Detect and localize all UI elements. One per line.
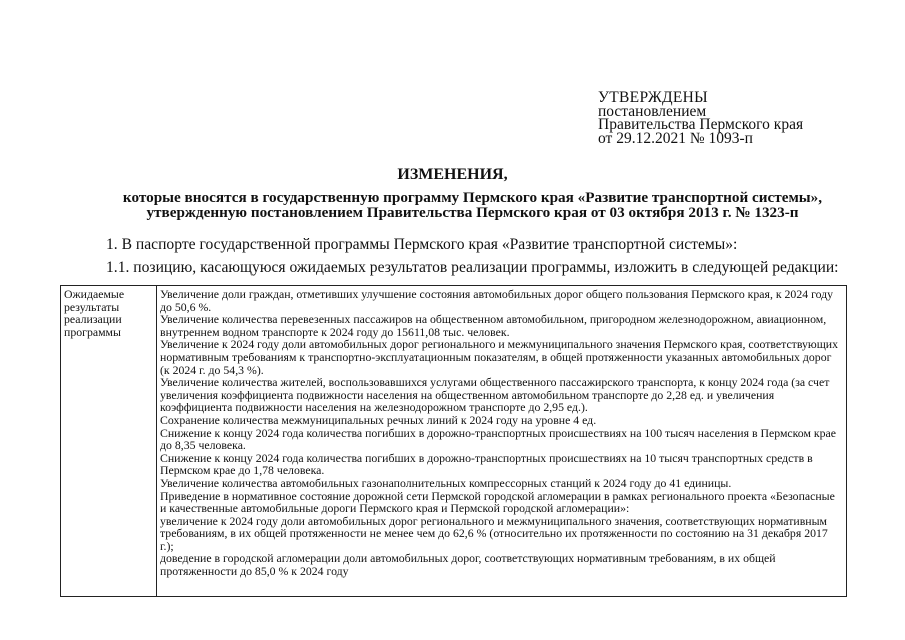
list-item: Увеличение доли граждан, отметивших улучшение состояния автомобильных дорог общего пользования Пермского края, к 2024 году до 50,6 %. [160,287,834,314]
paragraph-1-1: 1.1. позицию, касающуюся ожидаемых результатов реализации программы, изложить в следующей редакции: [106,259,839,276]
list-item: Увеличение количества перевезенных пассажиров на общественном автомобильном, пригородном железнодорожном, авиационном, внутреннем водном транспорте к 2024 году до 15611,08 тыс. человек. [160,312,827,339]
list-item: Приведение в нормативное состояние дорожной сети Пермской городской агломерации в рамках регионального проекта «Безопасные и качественные автомобильные дороги Пермского края и Пермской городской агломерации»: [160,488,835,516]
approval-line-1: постановлением [598,102,707,120]
list-item: Сохранение количества межмуниципальных речных линий к 2024 году на уровне 4 ед. [160,412,597,427]
approval-line-2: Правительства Пермского края [598,116,804,133]
table-row [61,286,847,597]
subtitle-line-1: которые вносятся в государственную программу Пермского края «Развитие транспортной системы», [122,189,823,206]
list-item: доведение в городской агломерации доли автомобильных дорог, соответствующих нормативным требованиям, в их общей протяженности до 85,0 % к 2024 году [160,551,776,579]
list-item: Снижение к концу 2024 года количества погибших в дорожно-транспортных происшествиях на 100 тысяч населения в Пермском крае до 8,35 человека. [160,425,836,453]
approval-heading: УТВЕРЖДЕНЫ [598,89,708,106]
approval-stamp [598,91,803,145]
paragraph-1: 1. В паспорте государственной программы Пермского края «Развитие транспортной системы»: [106,236,738,253]
results-label-cell: Ожидаемые результаты реализации программы [61,286,157,597]
list-item: Увеличение количества автомобильных газонаполнительных компрессорных станций к 2024 году до 41 единицы. [160,475,732,490]
subtitle-line-2: утвержденную постановлением Правительства Пермского края от 03 октября 2013 г. № 1323-п [146,204,799,221]
results-content-cell [157,286,847,597]
list-item: Увеличение количества жителей, воспользовавшихся услугами общественного пассажирского транспорта, к концу 2024 года (за счет увеличения коэффициента подвижности населения на общественном автомобильном транспорте до 2,28 ед. и увеличения коэффициента подвижности населения на железнодорожном транспорте до 2,95 ед.). [160,375,830,415]
document-title: ИЗМЕНЕНИЯ, [397,166,508,183]
list-item: Снижение к концу 2024 года количества погибших в дорожно-транспортных происшествиях на 10 тысяч транспортных средств в Пермском крае до 1,78 человека. [160,450,813,478]
results-table [60,285,847,597]
document-subtitle [40,190,905,220]
list-item: Увеличение к 2024 году доли автомобильных дорог регионального и межмуниципального значения Пермского края, соответствующих нормативным требованиям к транспортно-эксплуатационным показателям, в общей протяженности указанных автомобильных дорог (к 2024 г. до 54,3 %). [160,337,839,377]
approval-line-3: от 29.12.2021 № 1093-п [598,129,753,147]
list-item: увеличение к 2024 году доли автомобильных дорог регионального и межмуниципального значения, соответствующих нормативным требованиям, в их общей протяженности не менее чем до 62,6 % (относительно их протяженности по состоянию на 31 декабря 2017 г.); [160,513,828,553]
